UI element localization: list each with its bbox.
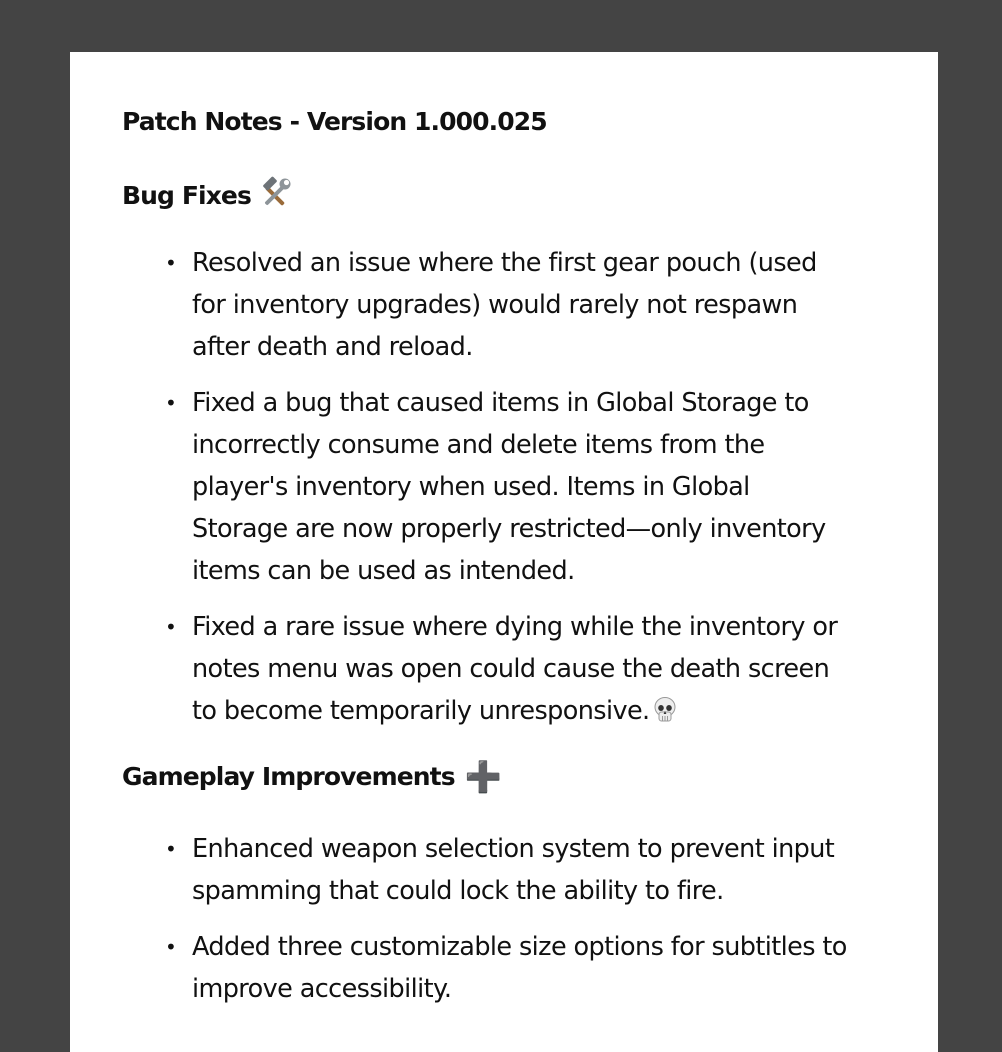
- section-heading-label: Bug Fixes: [122, 181, 251, 210]
- section-heading-label: Gameplay Improvements: [122, 762, 455, 791]
- section-heading-gameplay-improvements: Gameplay Improvements ➕: [122, 760, 502, 795]
- gameplay-improvements-list: [122, 828, 892, 1024]
- list-item: • Fixed a rare issue where dying while the inventory or notes menu was open could cause the death screen to become temporarily unresponsive.: [165, 612, 838, 726]
- tools-icon: [257, 176, 293, 212]
- bug-fixes-list: [122, 242, 892, 746]
- skull-icon: [654, 694, 676, 720]
- section-heading-bug-fixes: [122, 176, 293, 212]
- list-item: • Added three customizable size options for subtitles to improve accessibility.: [165, 932, 847, 1004]
- page-title: Patch Notes - Version 1.000.025: [122, 107, 547, 136]
- list-item: • Resolved an issue where the first gear pouch (used for inventory upgrades) would rarely not respawn after death and reload.: [165, 248, 817, 362]
- list-item: • Enhanced weapon selection system to prevent input spamming that could lock the ability to fire.: [165, 834, 835, 906]
- document-page: [70, 52, 938, 1052]
- list-item: • Fixed a bug that caused items in Global Storage to incorrectly consume and delete items from the player's inventory when used. Items in Global Storage are now properly restricted—only inventory items can be used as intended.: [165, 388, 826, 586]
